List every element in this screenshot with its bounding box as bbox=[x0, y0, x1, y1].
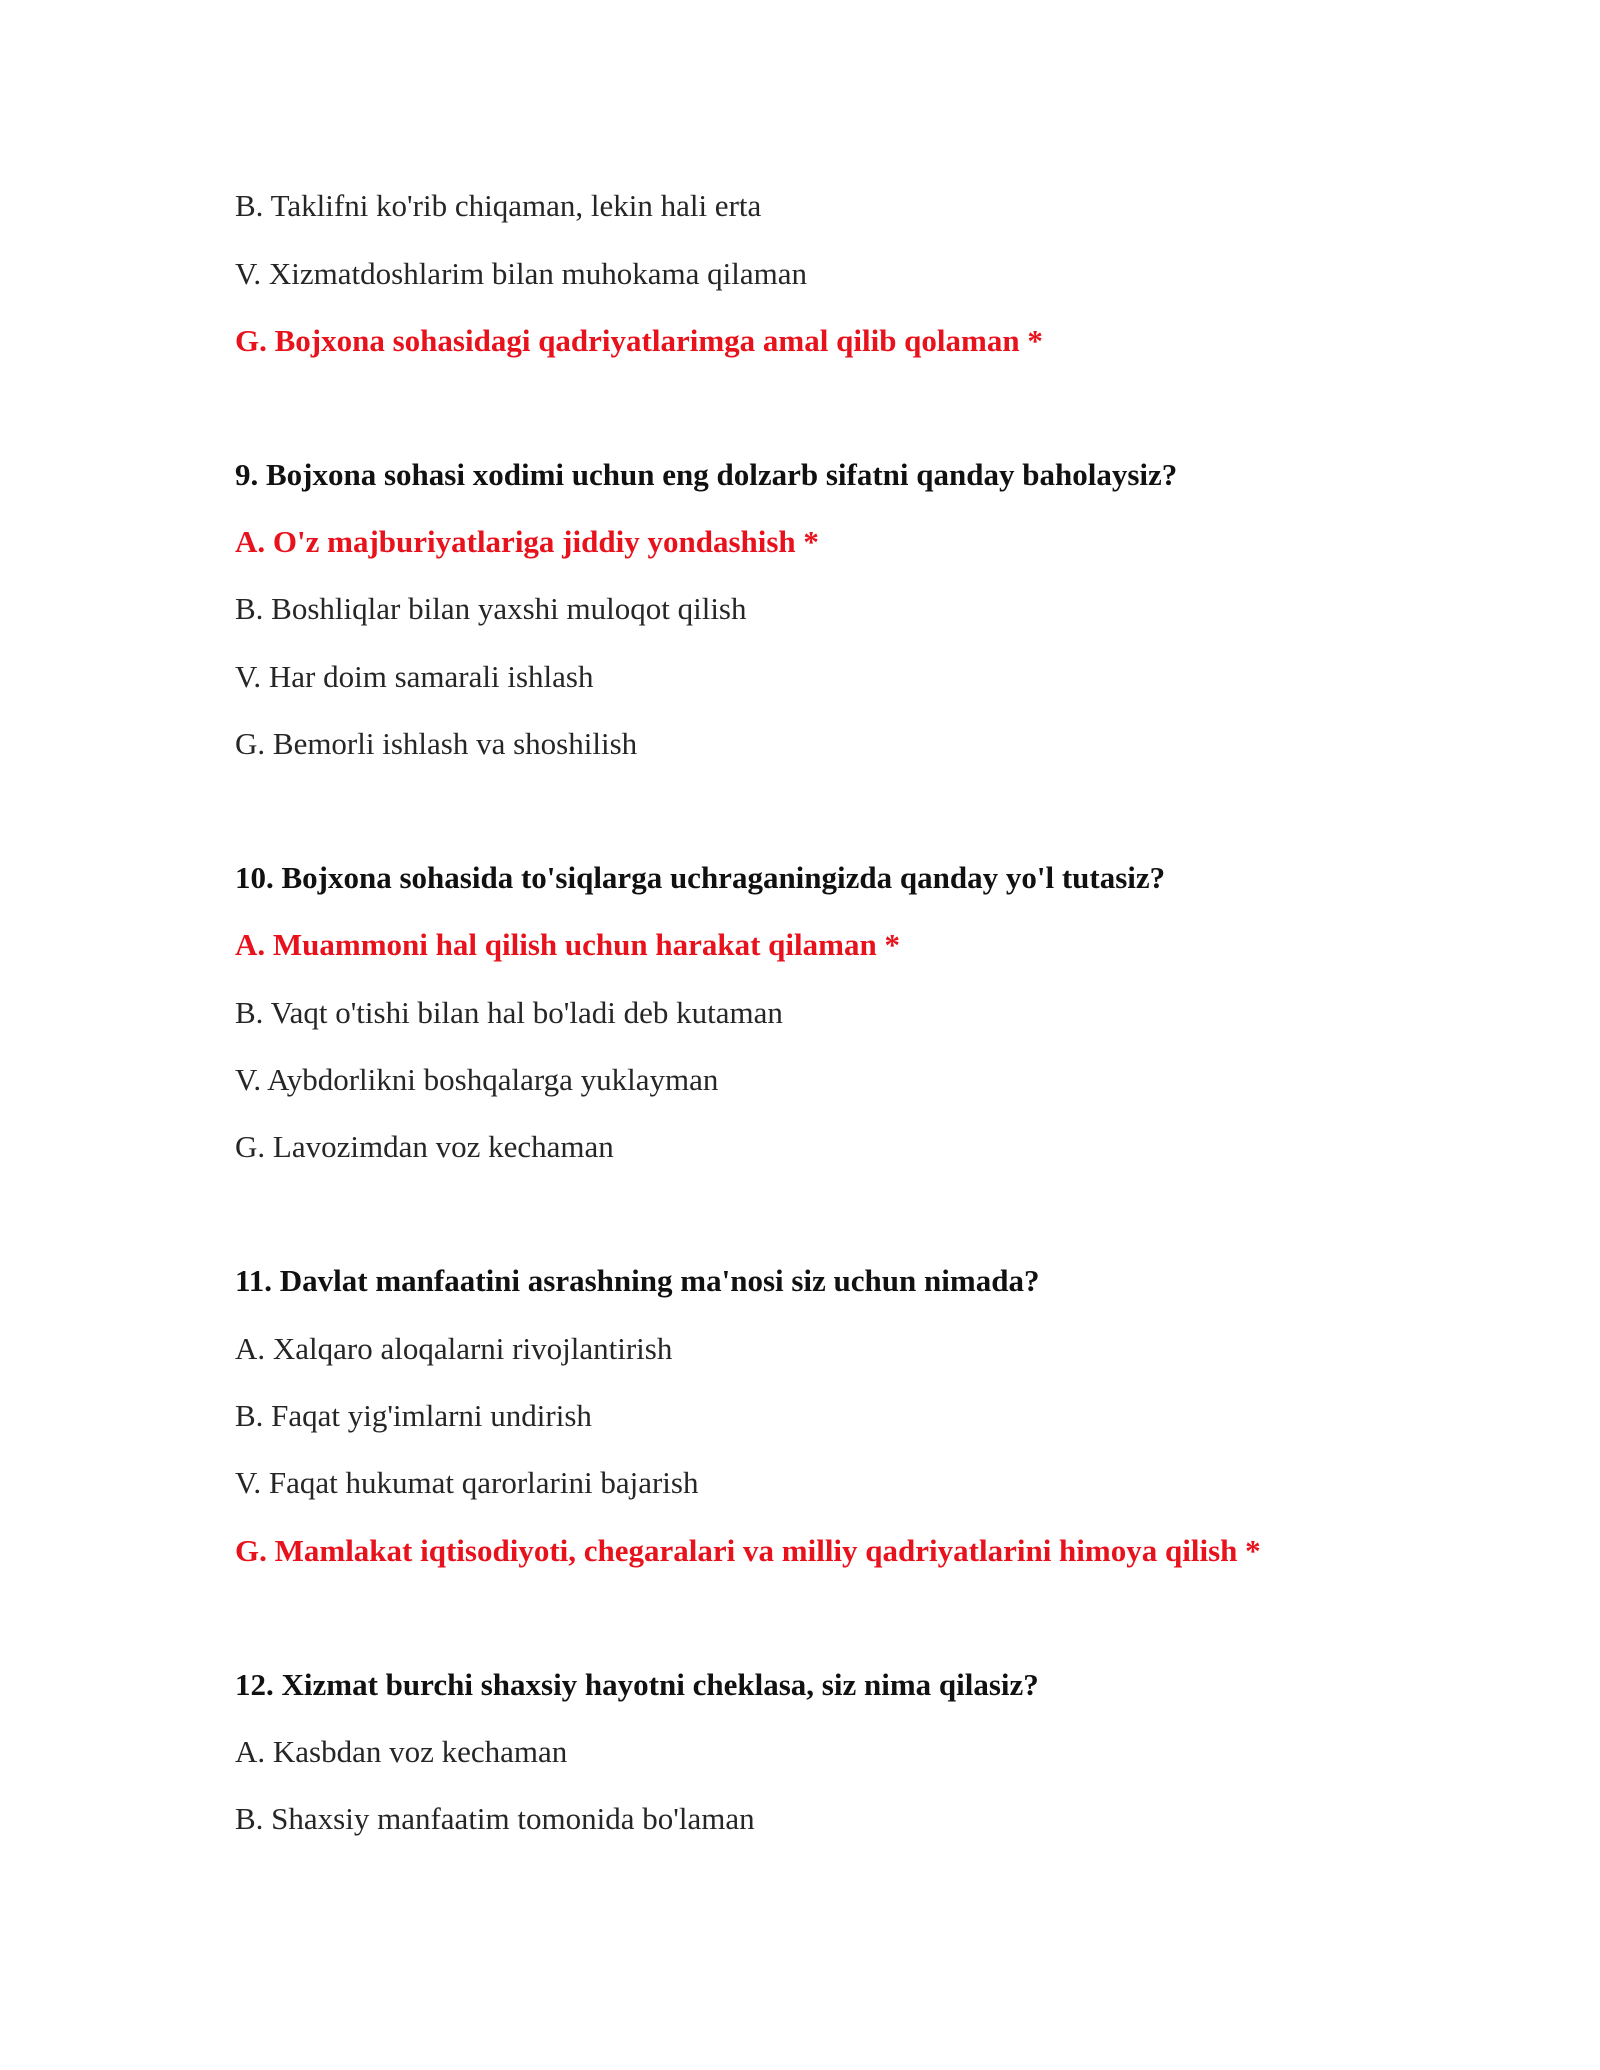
answer-option: B. Vaqt o'tishi bilan hal bo'ladi deb kutaman bbox=[235, 995, 783, 1030]
answer-option: G. Bemorli ishlash va shoshilish bbox=[235, 726, 638, 761]
answer-option: B. Taklifni ko'rib chiqaman, lekin hali erta bbox=[235, 188, 762, 223]
answer-option: V. Faqat hukumat qarorlarini bajarish bbox=[235, 1465, 699, 1500]
answer-option: G. Lavozimdan voz kechaman bbox=[235, 1129, 614, 1164]
answer-option: V. Aybdorlikni boshqalarga yuklayman bbox=[235, 1062, 719, 1097]
answer-option: A. Kasbdan voz kechaman bbox=[235, 1734, 568, 1769]
answer-option: B. Boshliqlar bilan yaxshi muloqot qilish bbox=[235, 591, 747, 626]
correct-answer: G. Mamlakat iqtisodiyoti, chegaralari va milliy qadriyatlarini himoya qilish * bbox=[235, 1533, 1261, 1568]
answer-option: A. Xalqaro aloqalarni rivojlantirish bbox=[235, 1331, 673, 1366]
answer-option: V. Xizmatdoshlarim bilan muhokama qilaman bbox=[235, 256, 807, 291]
correct-answer: G. Bojxona sohasidagi qadriyatlarimga amal qilib qolaman * bbox=[235, 323, 1043, 358]
correct-answer: A. O'z majburiyatlariga jiddiy yondashish * bbox=[235, 524, 819, 559]
answer-option: B. Faqat yig'imlarni undirish bbox=[235, 1398, 592, 1433]
question-heading: 10. Bojxona sohasida to'siqlarga uchraganingizda qanday yo'l tutasiz? bbox=[235, 860, 1166, 895]
question-heading: 11. Davlat manfaatini asrashning ma'nosi siz uchun nimada? bbox=[235, 1263, 1040, 1298]
answer-option: V. Har doim samarali ishlash bbox=[235, 659, 594, 694]
question-heading: 9. Bojxona sohasi xodimi uchun eng dolzarb sifatni qanday baholaysiz? bbox=[235, 457, 1178, 492]
question-heading: 12. Xizmat burchi shaxsiy hayotni cheklasa, siz nima qilasiz? bbox=[235, 1667, 1039, 1702]
correct-answer: A. Muammoni hal qilish uchun harakat qilaman * bbox=[235, 927, 900, 962]
answer-option: B. Shaxsiy manfaatim tomonida bo'laman bbox=[235, 1801, 755, 1836]
